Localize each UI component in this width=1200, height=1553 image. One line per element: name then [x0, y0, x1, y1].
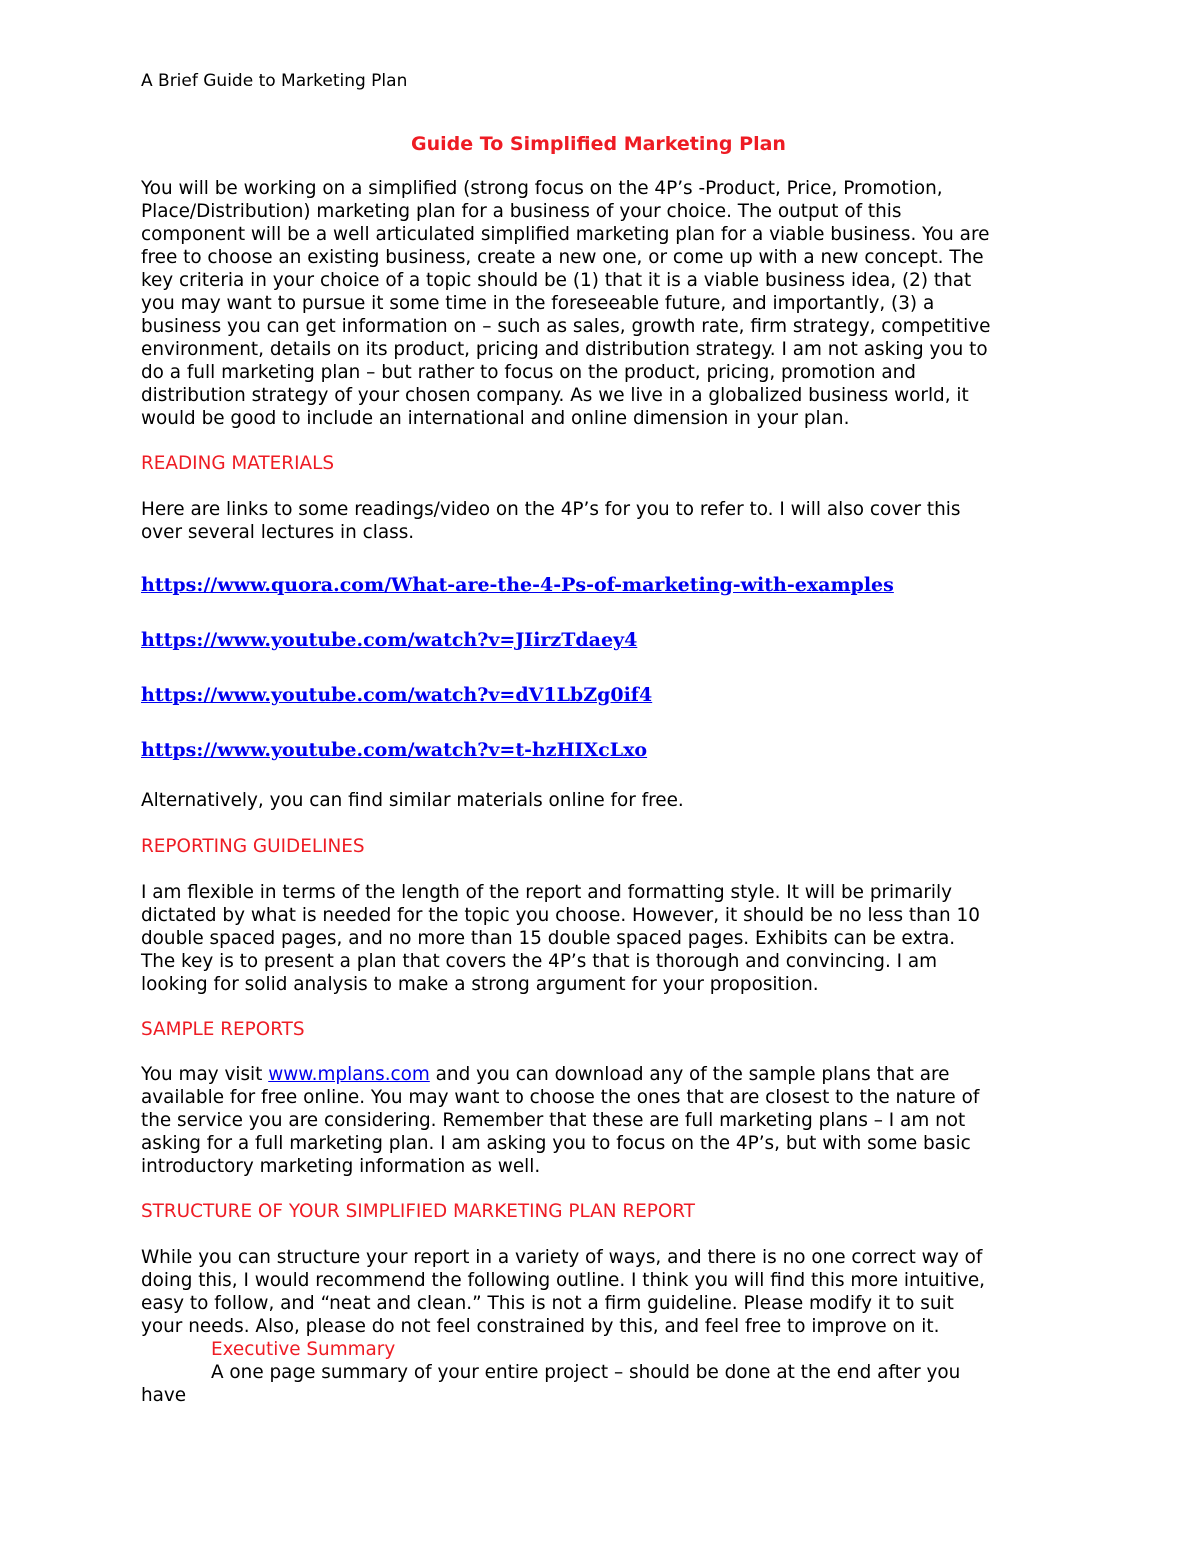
structure-line: While you can structure your report in a variety of ways, and there is no one correct way of	[141, 1247, 983, 1268]
running-header: A Brief Guide to Marketing Plan	[141, 71, 408, 91]
link-quora[interactable]: https://www.quora.com/What-are-the-4-Ps-of-marketing-with-examples	[141, 574, 894, 596]
samples-text: and you can download any of the sample plans that are	[429, 1064, 950, 1085]
intro-line: component will be a well articulated simplified marketing plan for a viable business. You are	[141, 224, 990, 245]
reporting-paragraph	[141, 881, 1056, 996]
link-youtube-3[interactable]: https://www.youtube.com/watch?v=t-hzHIXcLxo	[141, 739, 648, 761]
reporting-guidelines-heading: REPORTING GUIDELINES	[141, 836, 365, 857]
intro-line: Place/Distribution) marketing plan for a business of your choice. The output of this	[141, 201, 902, 222]
structure-line: doing this, I would recommend the following outline. I think you will find this more intuitive,	[141, 1270, 986, 1291]
mplans-link[interactable]: www.mplans.com	[268, 1064, 430, 1085]
intro-line: business you can get information on – such as sales, growth rate, firm strategy, competitive	[141, 316, 991, 337]
intro-line: would be good to include an international and online dimension in your plan.	[141, 408, 850, 429]
samples-line: available for free online. You may want to choose the ones that are closest to the nature of	[141, 1087, 980, 1108]
samples-line: asking for a full marketing plan. I am asking you to focus on the 4P’s, but with some basic	[141, 1133, 971, 1154]
samples-line: the service you are considering. Remember that these are full marketing plans – I am not	[141, 1110, 966, 1131]
executive-summary-line: A one page summary of your entire project – should be done at the end after you	[211, 1362, 961, 1383]
reading-line: Here are links to some readings/video on the 4P’s for you to refer to. I will also cover this	[141, 499, 961, 520]
intro-line: free to choose an existing business, create a new one, or come up with a new concept. The	[141, 247, 984, 268]
reporting-line: double spaced pages, and no more than 15 double spaced pages. Exhibits can be extra.	[141, 928, 956, 949]
samples-text: You may visit	[141, 1064, 269, 1085]
samples-line: introductory marketing information as well.	[141, 1156, 541, 1177]
structure-line: easy to follow, and “neat and clean.” This is not a firm guideline. Please modify it to suit	[141, 1293, 954, 1314]
alternative-text: Alternatively, you can find similar materials online for free.	[141, 790, 684, 811]
structure-line: your needs. Also, please do not feel constrained by this, and feel free to improve on it.	[141, 1316, 940, 1337]
reading-materials-heading: READING MATERIALS	[141, 453, 334, 474]
reporting-line: looking for solid analysis to make a strong argument for your proposition.	[141, 974, 819, 995]
reading-line: over several lectures in class.	[141, 522, 415, 543]
intro-line: you may want to pursue it some time in the foreseeable future, and importantly, (3) a	[141, 293, 935, 314]
intro-line: distribution strategy of your chosen company. As we live in a globalized business world, it	[141, 385, 969, 406]
structure-heading: STRUCTURE OF YOUR SIMPLIFIED MARKETING PLAN REPORT	[141, 1201, 695, 1222]
reporting-line: The key is to present a plan that covers the 4P’s that is thorough and convincing. I am	[141, 951, 938, 972]
link-youtube-2[interactable]: https://www.youtube.com/watch?v=dV1LbZg0if4	[141, 684, 653, 706]
executive-summary-subheading: Executive Summary	[211, 1339, 396, 1360]
structure-paragraph	[141, 1246, 1056, 1407]
intro-line: do a full marketing plan – but rather to focus on the product, pricing, promotion and	[141, 362, 916, 383]
sample-reports-heading: SAMPLE REPORTS	[141, 1019, 305, 1040]
intro-paragraph	[141, 177, 1056, 430]
intro-line: You will be working on a simplified (strong focus on the 4P’s -Product, Price, Promotion,	[141, 178, 943, 199]
document-title: Guide To Simplified Marketing Plan	[411, 133, 786, 155]
intro-line: key criteria in your choice of a topic should be (1) that it is a viable business idea, (2) that	[141, 270, 972, 291]
reporting-line: dictated by what is needed for the topic you choose. However, it should be no less than 10	[141, 905, 980, 926]
reporting-line: I am flexible in terms of the length of the report and formatting style. It will be primarily	[141, 882, 953, 903]
samples-paragraph	[141, 1063, 1056, 1178]
link-youtube-1[interactable]: https://www.youtube.com/watch?v=JIirzTdaey4	[141, 629, 638, 651]
samples-line	[141, 1063, 1056, 1086]
reading-paragraph	[141, 498, 1056, 544]
executive-summary-line: have	[141, 1385, 187, 1406]
intro-line: environment, details on its product, pricing and distribution strategy. I am not asking you to	[141, 339, 988, 360]
